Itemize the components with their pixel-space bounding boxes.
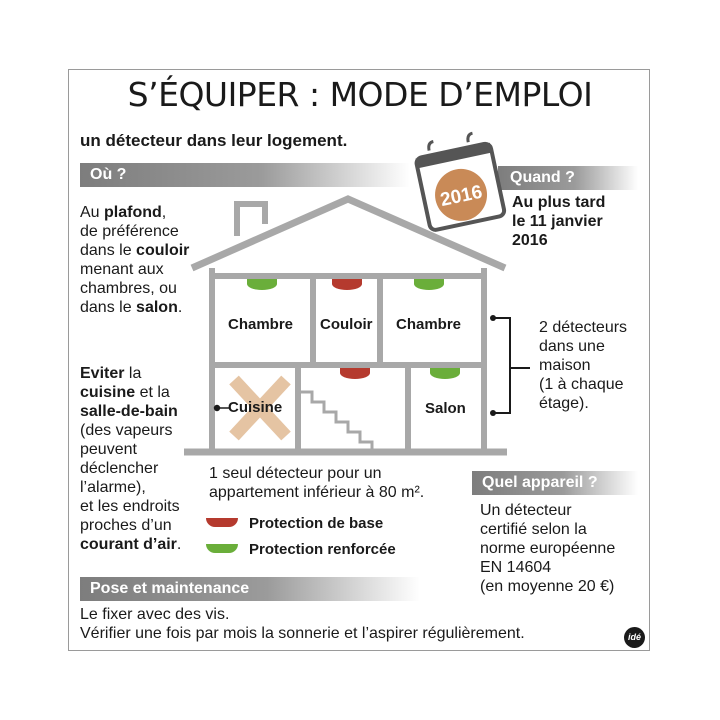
legend-swatch-base — [206, 518, 238, 527]
page-title: S’ÉQUIPER : MODE D’EMPLOI — [127, 75, 593, 114]
section-header-pose: Pose et maintenance — [80, 577, 420, 601]
subtitle: un détecteur dans leur logement. — [80, 131, 348, 150]
detector-escalier — [340, 368, 370, 379]
room-salon: Salon — [425, 400, 466, 417]
calendar-year: 2016 — [438, 181, 485, 212]
appartement-text: 1 seul détecteur pour un appartement inférieur à 80 m². — [209, 465, 425, 501]
detector-chambre1 — [247, 279, 277, 290]
calendar-icon — [413, 130, 505, 231]
detecteurs-text: 2 détecteurs dans une maison (1 à chaque étage). — [539, 319, 628, 412]
ide-logo: idé — [624, 627, 645, 648]
room-chambre-2: Chambre — [396, 316, 462, 333]
eviter-text: Eviter la cuisine et la salle-de-bain (des vapeurs peuvent déclencher l’alarme), et les endroits proches d’un courant d’air. — [80, 365, 182, 553]
section-header-ou: Où ? — [80, 163, 410, 187]
stairs — [300, 392, 372, 452]
detector-salon — [430, 368, 460, 379]
legend-swatch-renforcee — [206, 544, 238, 553]
ou-text: Au plafond, de préférence dans le couloir menant aux chambres, ou dans le salon. — [80, 204, 190, 316]
section-header-quand: Quand ? — [498, 166, 638, 190]
room-chambre-1: Chambre — [228, 316, 294, 333]
section-header-appareil: Quel appareil ? — [472, 471, 638, 495]
detector-couloir — [332, 279, 362, 290]
pose-text: Le fixer avec des vis. Vérifier une fois par mois la sonnerie et l’aspirer régulièrement. — [80, 606, 525, 642]
room-couloir: Couloir — [320, 316, 373, 333]
quand-text: Au plus tard le 11 janvier 2016 — [512, 194, 606, 249]
appareil-text: Un détecteur certifié selon la norme européenne EN 14604 (en moyenne 20 €) — [480, 502, 616, 595]
detecteurs-bracket — [493, 318, 530, 413]
legend-label-base: Protection de base — [249, 515, 384, 532]
room-cuisine: Cuisine — [228, 399, 283, 416]
legend-label-renforcee: Protection renforcée — [249, 541, 396, 558]
detector-chambre2 — [414, 279, 444, 290]
